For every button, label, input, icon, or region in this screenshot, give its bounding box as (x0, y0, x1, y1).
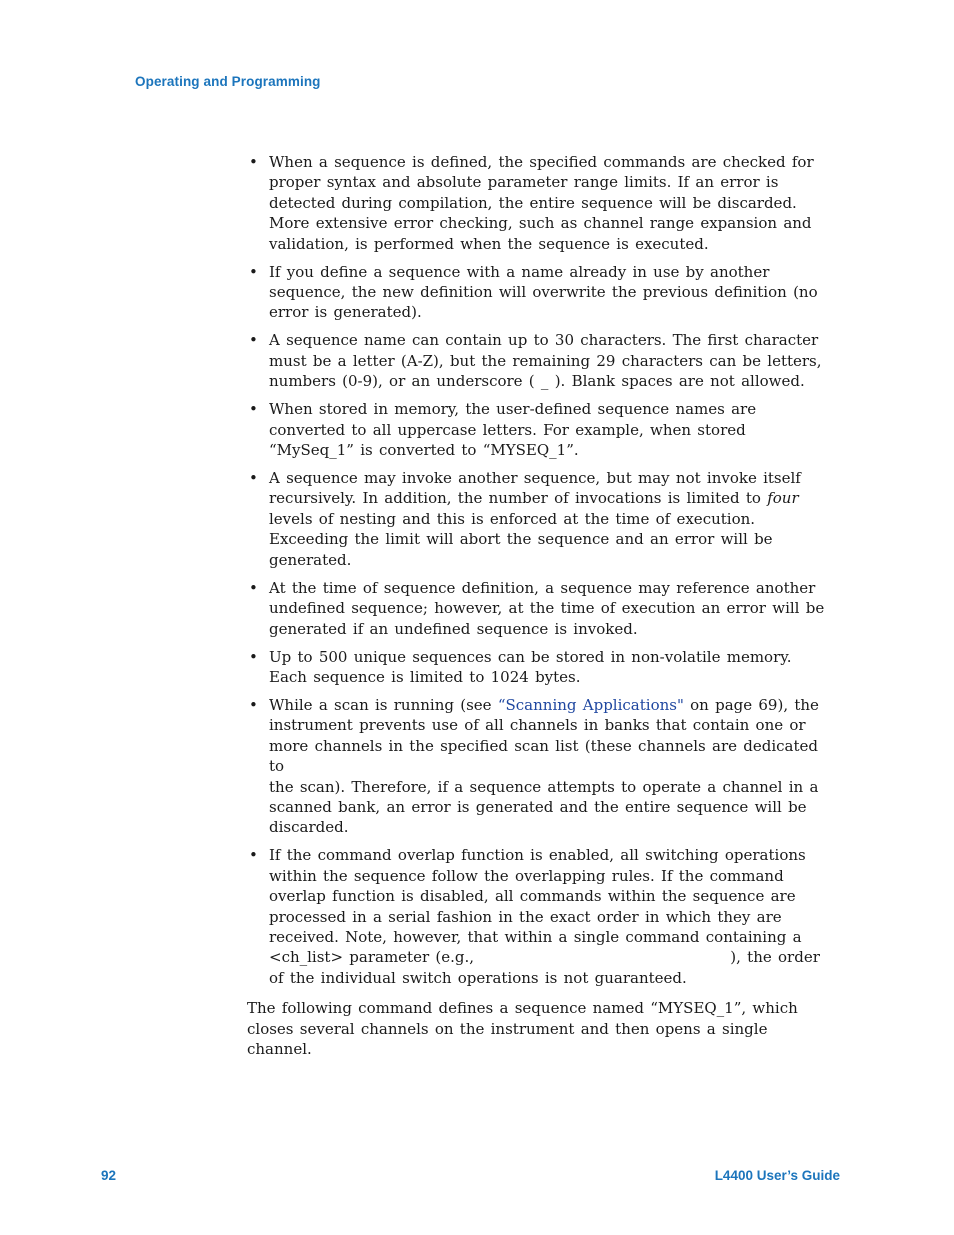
list-item: • At the time of sequence definition, a sequence may reference another undefined sequence; however, at the time of execution an error will be generated if an undefined sequence is invoked. (249, 578, 825, 638)
list-item: • While a scan is running (see “Scanning Applications" on page 69), the instrument prevents use of all channels in banks that contain one or more channels in the specified scan list (these channels are dedicated to the scan). Therefore, if a sequence attempts to operate a channel in a scanned bank, an error is generated and the entire sequence will be discarded. (249, 695, 819, 837)
running-header: Operating and Programming (135, 74, 321, 89)
bullet-icon: • (249, 400, 258, 419)
list-item: • A sequence may invoke another sequence, but may not invoke itself recursively. In addition, the number of invocations is limited to four levels of nesting and this is enforced at the time of execution. Exceeding the limit will abort the sequence and an error will be generated. (249, 469, 801, 569)
bullet-icon: • (249, 331, 258, 350)
list-item: • If you define a sequence with a name already in use by another sequence, the new definition will overwrite the previous definition (no error is generated). (249, 262, 818, 322)
page-number: 92 (101, 1168, 117, 1183)
bullet-icon: • (249, 695, 258, 714)
closing-paragraph: The following command defines a sequence named “MYSEQ_1”, which closes several channels on the instrument and then opens a single channel. (247, 999, 798, 1058)
list-item: • When a sequence is defined, the specified commands are checked for proper syntax and absolute parameter range limits. If an error is detected during compilation, the entire sequence will be discarded. More extensive error checking, such as channel range expansion and validation, is performed when the sequence is executed. (249, 153, 814, 253)
bullet-icon: • (249, 647, 258, 666)
bullet-icon: • (249, 469, 258, 488)
bullet-icon: • (249, 578, 258, 597)
list-item: • Up to 500 unique sequences can be stored in non-volatile memory. Each sequence is limited to 1024 bytes. (249, 647, 792, 686)
guide-title: L4400 User’s Guide (714, 1168, 840, 1183)
list-item: • A sequence name can contain up to 30 characters. The first character must be a letter (A-Z), but the remaining 29 characters can be letters, numbers (0-9), or an underscore ( _ ). Blank spaces are not allowed. (249, 331, 822, 391)
emphasis-text: four (767, 489, 799, 508)
bullet-list (247, 152, 835, 988)
bullet-icon: • (249, 262, 258, 281)
bullet-icon: • (249, 846, 258, 865)
list-item: • When stored in memory, the user-defined sequence names are converted to all uppercase letters. For example, when stored “MySeq_1” is converted to “MYSEQ_1”. (249, 400, 757, 460)
list-item: • If the command overlap function is enabled, all switching operations within the sequence follow the overlapping rules. If the command overlap function is disabled, all commands within the sequence are processed in a serial fashion in the exact order in which they are received. Note, however, that within a single command containing a <ch_list> parameter (e.g., ), the order of the individual switch operations is not guaranteed. (249, 846, 820, 987)
bullet-icon: • (249, 153, 258, 171)
page-body (247, 152, 835, 1059)
scanning-applications-link[interactable]: “Scanning Applications" (497, 695, 684, 714)
